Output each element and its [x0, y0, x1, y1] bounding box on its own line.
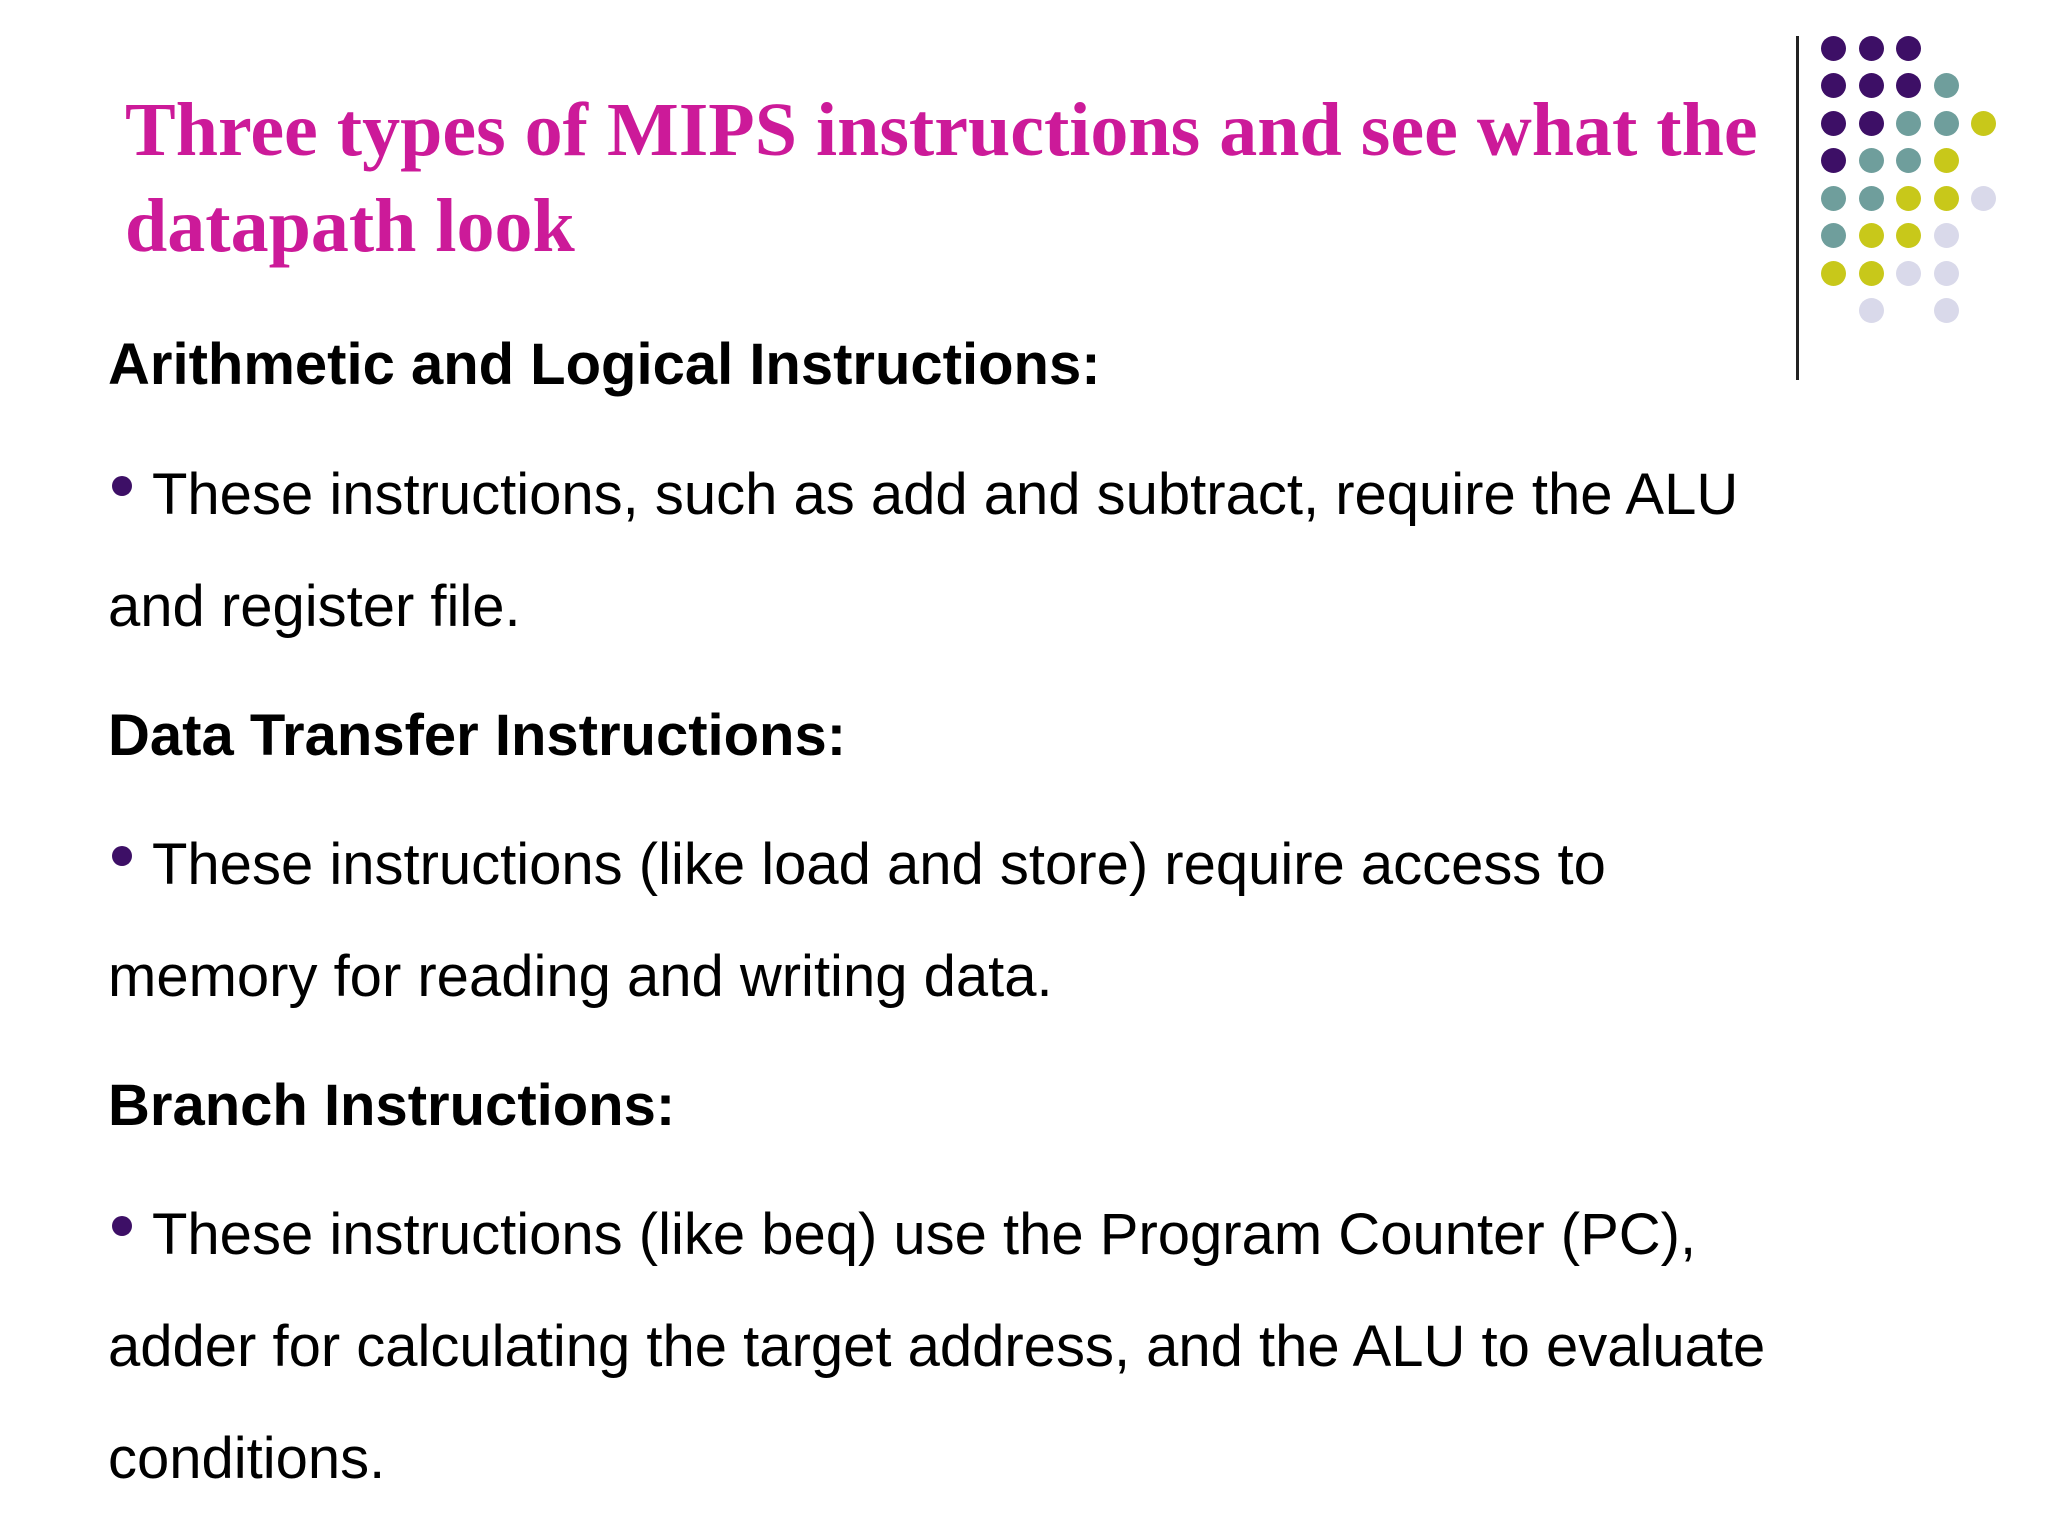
decorative-dot	[1821, 111, 1846, 136]
bullet-point	[112, 476, 132, 496]
decorative-dot	[1859, 261, 1884, 286]
vertical-divider	[1796, 36, 1799, 380]
decorative-dot	[1821, 223, 1846, 248]
decorative-dot	[1821, 36, 1846, 61]
data-transfer-text-line-2: memory for reading and writing data.	[108, 944, 1053, 1009]
decorative-dot	[1896, 36, 1921, 61]
decorative-dot	[1896, 111, 1921, 136]
section-heading-arithmetic: Arithmetic and Logical Instructions:	[108, 332, 1101, 397]
branch-text-line-3: conditions.	[108, 1426, 386, 1491]
arithmetic-text-line-2: and register file.	[108, 574, 521, 639]
arithmetic-text-line-1: These instructions, such as add and subtract, require the ALU	[152, 462, 1739, 527]
bullet-point	[112, 1216, 132, 1236]
decorative-dot	[1934, 148, 1959, 173]
branch-text-line-1: These instructions (like beq) use the Program Counter (PC),	[152, 1202, 1697, 1267]
decorative-dot	[1934, 298, 1959, 323]
decorative-dot	[1859, 298, 1884, 323]
decorative-dot	[1896, 148, 1921, 173]
decorative-dot	[1934, 186, 1959, 211]
branch-text-line-2: adder for calculating the target address, and the ALU to evaluate	[108, 1314, 1766, 1379]
bullet-point	[112, 846, 132, 866]
section-heading-branch: Branch Instructions:	[108, 1073, 676, 1138]
decorative-dot	[1821, 73, 1846, 98]
decorative-dot	[1934, 111, 1959, 136]
decorative-dot	[1859, 223, 1884, 248]
section-heading-data-transfer: Data Transfer Instructions:	[108, 703, 847, 768]
decorative-dot	[1971, 111, 1996, 136]
decorative-dot	[1821, 148, 1846, 173]
slide-title: Three types of MIPS instructions and see what the datapath look	[125, 88, 1758, 268]
decorative-dot	[1859, 148, 1884, 173]
decorative-dot	[1896, 186, 1921, 211]
decorative-dot	[1896, 223, 1921, 248]
decorative-dot	[1859, 111, 1884, 136]
decorative-dot	[1821, 261, 1846, 286]
decorative-dot	[1821, 186, 1846, 211]
data-transfer-text-line-1: These instructions (like load and store) require access to	[152, 832, 1606, 897]
decorative-dot	[1934, 261, 1959, 286]
decorative-dot	[1859, 186, 1884, 211]
decorative-dot	[1934, 73, 1959, 98]
decorative-dot	[1971, 186, 1996, 211]
decorative-dot	[1859, 73, 1884, 98]
decorative-dot	[1934, 223, 1959, 248]
decorative-dot	[1896, 261, 1921, 286]
decorative-dot	[1859, 36, 1884, 61]
decorative-dot	[1896, 73, 1921, 98]
